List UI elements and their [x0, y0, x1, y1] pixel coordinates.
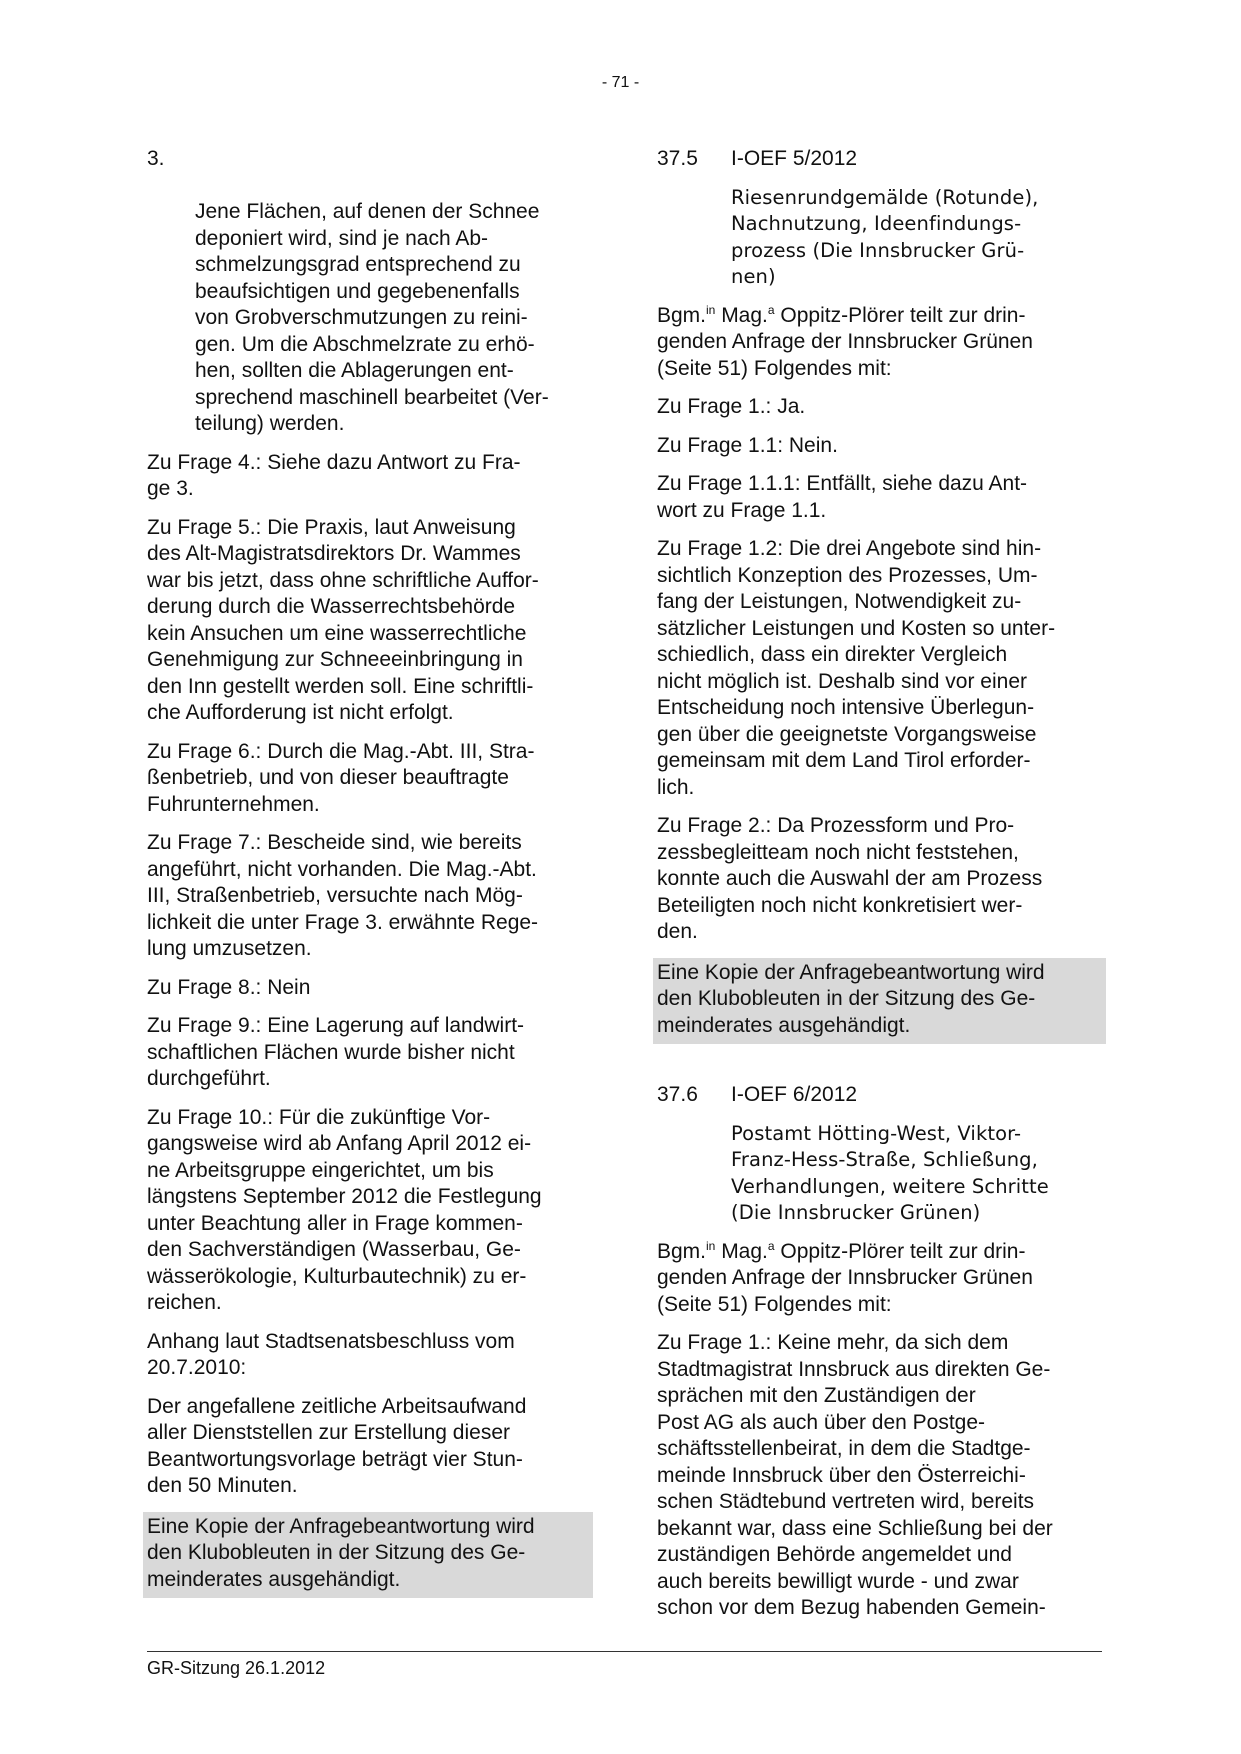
answer-paragraph: Zu Frage 8.: Nein [147, 975, 311, 999]
answer-paragraph: Zu Frage 6.: Durch die Mag.-Abt. III, Stra- ßenbetrieb, und von dieser beauftragte Fuhrunternehmen. [147, 739, 535, 816]
list-item-text: Jene Flächen, auf denen der Schnee deponiert wird, sind je nach Ab- schmelzungsgrad entsprechend zu beaufsichtigen und gegebenenfalls von Grobverschmutzungen zu reini- gen. Um die Abschmelzrate zu erhö- hen, sollten die Ablagerungen ent- sprechend maschinell bearbeitet (Ver- teilung) werden. [195, 200, 549, 435]
answer-paragraph: Zu Frage 1.1: Nein. [657, 433, 838, 457]
section-number: 37.6 [657, 1083, 698, 1106]
answer-paragraph: Zu Frage 7.: Bescheide sind, wie bereits angeführt, nicht vorhanden. Die Mag.-Abt. III, Straßenbetrieb, versuchte nach Mög- lichkeit die unter Frage 3. erwähnte Rege- lung umzusetzen. [147, 831, 539, 960]
answer-paragraph: Zu Frage 5.: Die Praxis, laut Anweisung des Alt-Magistratsdirektors Dr. Wammes war bis jetzt, dass ohne schriftliche Auffor- derung durch die Wasserrechtsbehörde kein Ansuchen um eine wasserrechtliche Genehmigung zur Schneeeinbringung in den Inn gestellt werden soll. Eine schriftli- che Aufforderung ist nicht erfolgt. [147, 515, 539, 724]
page-number: - 71 - [601, 74, 640, 91]
appendix-text: Der angefallene zeitliche Arbeitsaufwand aller Dienststellen zur Erstellung dieser Beantwortungsvorlage beträgt vier Stun- den 50 Minuten. [147, 1394, 527, 1497]
footer-divider [147, 1651, 1102, 1652]
answer-paragraph: Zu Frage 1.: Keine mehr, da sich dem Stadtmagistrat Innsbruck aus direkten Ge- sprächen mit den Zuständigen der Post AG als auch über den Postge- schäftsstellenbeirat, in dem die Stadtge- meinde Innsbruck über den Österreichi- schen Städtebund vertreten wird, bereits bekannt war, dass eine Schließung bei der zuständigen Behörde angemeldet und auch bereits bewilligt wurde - und zwar schon vor dem Bezug habenden Gemein- [657, 1331, 1053, 1619]
section-heading-37-6 [657, 1082, 1102, 1109]
section-subject: Postamt Hötting-West, Viktor- Franz-Hess-Straße, Schließung, Verhandlungen, weitere Schritte (Die Innsbrucker Grünen) [731, 1121, 1049, 1224]
footer-text: GR-Sitzung 26.1.2012 [147, 1658, 326, 1678]
intro-paragraph: Bgm.$^{in}$ Mag.$^a$ Oppitz-Plörer teilt zur drin- genden Anfrage der Innsbrucker Grünen (Seite 51) Folgendes mit: [657, 302, 1033, 380]
answer-paragraph: Zu Frage 4.: Siehe dazu Antwort zu Fra- ge 3. [147, 450, 521, 500]
right-column [657, 146, 1102, 1634]
left-column [147, 146, 589, 1598]
answer-paragraph: Zu Frage 1.1.1: Entfällt, siehe dazu Ant- wort zu Frage 1.1. [657, 472, 1028, 522]
section-code: I-OEF 5/2012 [731, 147, 858, 170]
intro-paragraph: Bgm.$^{in}$ Mag.$^a$ Oppitz-Plörer teilt zur drin- genden Anfrage der Innsbrucker Grünen (Seite 51) Folgendes mit: [657, 1238, 1033, 1316]
answer-paragraph: Zu Frage 2.: Da Prozessform und Pro- zessbegleitteam noch nicht feststehen, konnte auch die Auswahl der am Prozess Beteiligten noch nicht konkretisiert wer- den. [657, 814, 1043, 943]
shaded-note: Eine Kopie der Anfragebeantwortung wird den Klubobleuten in der Sitzung des Ge- meinderates ausgehändigt. [143, 1512, 593, 1599]
section-subject: Riesenrundgemälde (Rotunde), Nachnutzung, Ideenfindungs- prozess (Die Innsbrucker Grü- nen) [731, 185, 1039, 288]
answer-paragraph: Zu Frage 10.: Für die zukünftige Vor- gangsweise wird ab Anfang April 2012 ei- ne Arbeitsgruppe eingerichtet, um bis längstens September 2012 die Festlegung unter Beachtung aller in Frage kommen- den Sachverständigen (Wasserbau, Ge- wässerökologie, Kulturbautechnik) zu er- reichen. [147, 1105, 542, 1314]
list-item-3 [147, 146, 589, 438]
list-item-number: 3. [147, 147, 165, 170]
section-code: I-OEF 6/2012 [731, 1083, 858, 1106]
section-number: 37.5 [657, 147, 698, 170]
section-heading-37-5 [657, 146, 1102, 173]
answer-paragraph: Zu Frage 9.: Eine Lagerung auf landwirt- schaftlichen Flächen wurde bisher nicht durchgeführt. [147, 1014, 525, 1090]
answer-paragraph: Zu Frage 1.: Ja. [657, 395, 806, 418]
appendix-heading: Anhang laut Stadtsenatsbeschluss vom 20.7.2010: [147, 1329, 515, 1379]
shaded-note: Eine Kopie der Anfragebeantwortung wird den Klubobleuten in der Sitzung des Ge- meinderates ausgehändigt. [653, 958, 1106, 1045]
answer-paragraph: Zu Frage 1.2: Die drei Angebote sind hin- sichtlich Konzeption des Prozesses, Um- fang der Leistungen, Notwendigkeit zu- sätzlicher Leistungen und Kosten so unter- schiedlich, dass ein direkter Vergleich nicht möglich ist. Deshalb sind vor einer Entscheidung noch intensive Überlegun- gen über die geeignetste Vorgangsweise gemeinsam mit dem Land Tirol erforder- lich. [657, 537, 1056, 799]
